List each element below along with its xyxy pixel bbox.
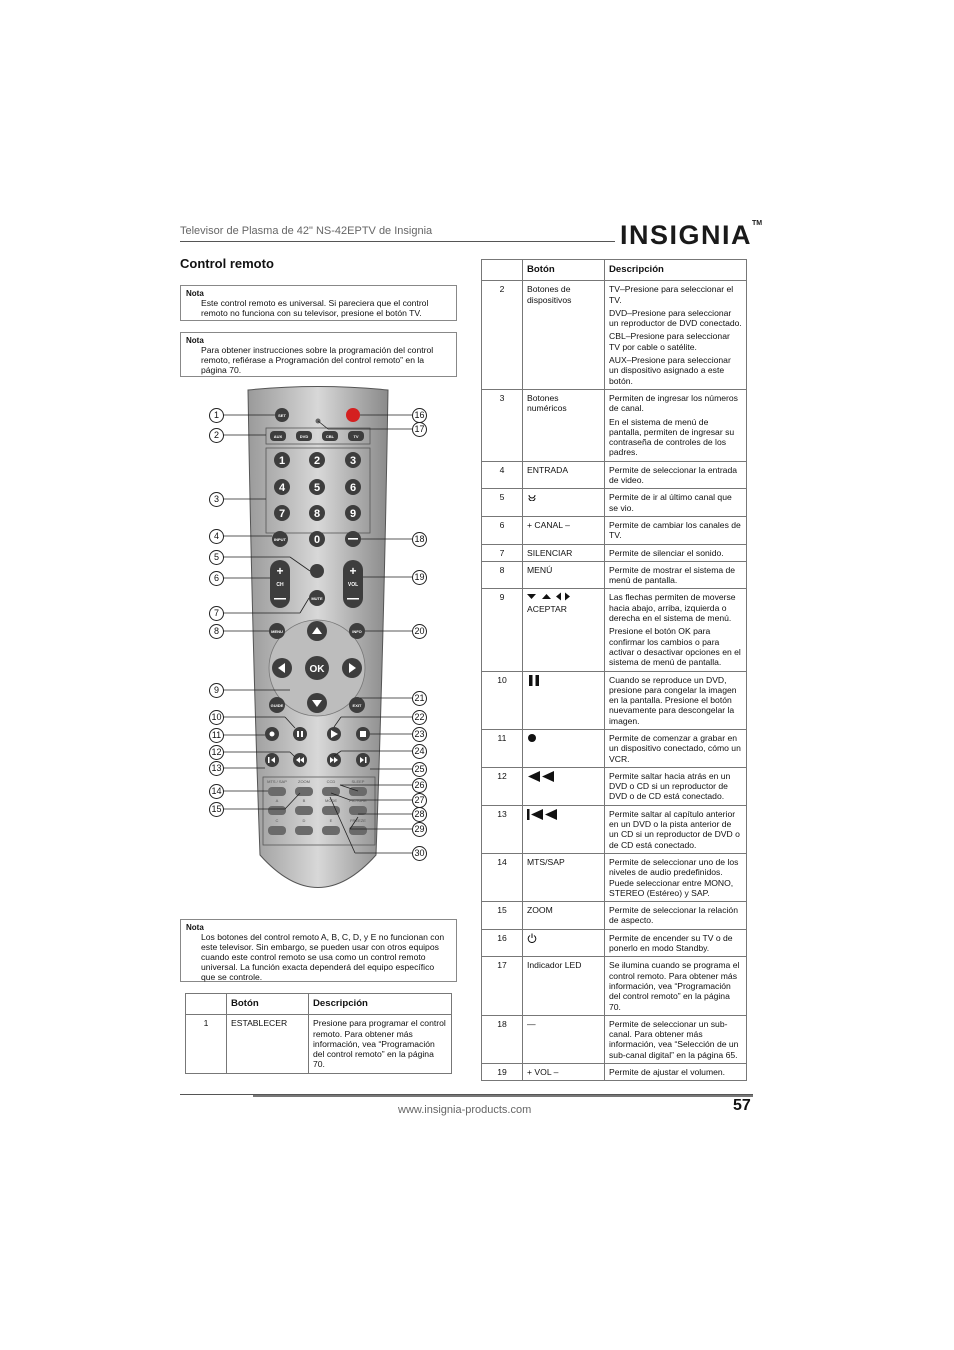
pause-icon (527, 675, 541, 686)
svg-text:CCD: CCD (326, 779, 336, 784)
svg-text:SLEEP: SLEEP (351, 779, 365, 784)
return-button-shape (310, 564, 324, 578)
table-row: 7 SILENCIAR Permite de silenciar el sonido. (482, 544, 747, 561)
tv-label: TV (353, 434, 359, 439)
callout-4: 4 (209, 529, 224, 544)
button-symbol (527, 733, 600, 745)
button-table-right (481, 259, 747, 1081)
callout-27: 27 (412, 793, 427, 808)
info-label: INFO (352, 629, 362, 634)
button-name: ZOOM (527, 905, 553, 916)
svg-text:6: 6 (349, 482, 357, 494)
description-text: Permite de silenciar el sonido. (609, 547, 724, 558)
description-text: Se ilumina cuando se programa el control remoto. Para obtener más información, vea “Programación del control remoto” en la página 70. (609, 960, 740, 1012)
callout-6: 6 (209, 571, 224, 586)
table-row: 2 Botones de dispositivos TV–Presione para seleccionar el TV. DVD–Presione para seleccionar un reproductor de DVD conectado. CBL–Presione para seleccionar TV por cable o satélite. AUX–Presione para seleccionar un dispositivo asignado a este botón. (482, 281, 747, 390)
vol-label: VOL (347, 582, 359, 588)
description-text: Permite saltar al capítulo anterior en un DVD o la pista anterior de un CD si un reproductor de DVD o de CD está conectado. (609, 808, 740, 850)
callout-30: 30 (412, 846, 427, 861)
svg-text:E: E (329, 818, 333, 823)
section-title: Control remoto (180, 256, 274, 271)
note-box-2 (180, 332, 457, 377)
col-header-description: Descripción (309, 994, 452, 1015)
callout-19: 19 (412, 570, 427, 585)
note-label: Nota (186, 289, 204, 298)
insignia-logo: INSIGNIA™ (620, 220, 763, 250)
callout-13: 13 (209, 761, 224, 776)
note-text: Este control remoto es universal. Si pareciera que el control remoto no funciona con su televisor, presione el botón TV. (201, 298, 429, 318)
svg-text:D: D (302, 818, 306, 823)
callout-12: 12 (209, 745, 224, 760)
button-name: Indicador LED (527, 960, 582, 971)
button-symbol (527, 492, 600, 503)
button-symbol (527, 809, 600, 822)
callout-7: 7 (209, 606, 224, 621)
svg-text:8: 8 (313, 508, 321, 520)
table-row: 16 Permite de encender su TV o de ponerlo en modo Standby. (482, 929, 747, 957)
return-icon (527, 492, 537, 501)
col-header-button: Botón (523, 260, 605, 281)
description-text: Permite de ir al último canal que se vio. (609, 492, 732, 513)
button-symbol (527, 771, 600, 784)
svg-text:MTS / SAP: MTS / SAP (267, 779, 287, 784)
description-text: Permite saltar hacia atrás en un DVD o CD si un reproductor de DVD o de CD está conectado. (609, 770, 731, 802)
description-text: TV–Presione para seleccionar el TV. (609, 284, 734, 305)
skip-back-icon (527, 809, 559, 820)
description-text: AUX–Presione para seleccionar un dispositivo asignado a este botón. (609, 355, 731, 386)
callout-23: 23 (412, 727, 427, 742)
table-row: 19 + VOL – Permite de ajustar el volumen. (482, 1064, 747, 1081)
description-text: Permiten de ingresar los números de canal. (609, 392, 738, 414)
callout-3: 3 (209, 492, 224, 507)
callout-25: 25 (412, 762, 427, 777)
description-text: CBL–Presione para seleccionar TV por cable o satélite. (609, 331, 730, 352)
aux-label: AUX (273, 434, 283, 439)
note-box-3 (180, 919, 457, 982)
callout-1: 1 (209, 408, 224, 423)
table-row: 13 Permite saltar al capítulo anterior en un DVD o la pista anterior de un CD si un reproductor de DVD o de CD está conectado. (482, 805, 747, 853)
col-header-description: Descripción (605, 260, 747, 281)
callout-26: 26 (412, 778, 427, 793)
callout-18: 18 (412, 532, 427, 547)
power-icon (527, 933, 537, 943)
col-header-num (186, 994, 227, 1015)
mute-label: MUTE (311, 596, 323, 601)
note-label: Nota (186, 923, 204, 932)
callout-15: 15 (209, 802, 224, 817)
power-button-shape (346, 408, 360, 422)
callout-5: 5 (209, 550, 224, 565)
callout-28: 28 (412, 807, 427, 822)
callout-10: 10 (209, 710, 224, 725)
note-text: Los botones del control remoto A, B, C, D, y E no funcionan con este televisor. Sin embargo, se pueden usar con otros equipos cuando este control remoto se usa como un control remoto universal. La función exacta dependerá del equipo específico que se controle. (201, 932, 445, 982)
description-text: Permite de comenzar a grabar en un dispositivo conectado, cómo un VCR. (609, 732, 741, 764)
button-name: Botones numéricos (527, 392, 567, 414)
table-row: 12 Permite saltar hacia atrás en un DVD o CD si un reproductor de DVD o de CD está conectado. (482, 767, 747, 805)
set-label: SET (278, 413, 286, 418)
table-row: 5 Permite de ir al último canal que se vio. (482, 489, 747, 517)
description-text: Presione el botón OK para confirmar los cambios o para activar o desactivar opciones en el sistema de menú de pantalla. (609, 626, 741, 668)
callout-8: 8 (209, 624, 224, 639)
callout-14: 14 (209, 784, 224, 799)
svg-text:1: 1 (278, 455, 286, 467)
menu-label: MENU (271, 629, 283, 634)
input-label: INPUT (274, 537, 286, 542)
note-box-1 (180, 285, 457, 321)
table-row: 9 ACEPTAR Las flechas permiten de moverse hacia abajo, arriba, izquierda o derecha en el sistema de menú. Presione el botón OK para confirmar los cambios o para activar o desactivar opciones en el sistema de menú de pantalla. (482, 589, 747, 671)
button-name: + CANAL – (527, 519, 570, 530)
callout-2: 2 (209, 428, 224, 443)
svg-text:ZOOM: ZOOM (298, 779, 310, 784)
arrow-keys-icon (527, 592, 575, 601)
col-header-num (482, 260, 523, 281)
callout-20: 20 (412, 624, 427, 639)
ch-label: CH (276, 582, 284, 588)
svg-text:9: 9 (349, 508, 357, 520)
callout-16: 16 (412, 408, 427, 423)
dvd-label: DVD (299, 434, 309, 439)
number-pad (274, 452, 361, 521)
svg-text:+: + (349, 564, 357, 578)
svg-text:5: 5 (313, 482, 321, 494)
table-row: 15 ZOOM Permite de seleccionar la relación de aspecto. (482, 902, 747, 930)
page-number: 57 (733, 1097, 751, 1114)
description-text: Permite de cambiar los canales de TV. (609, 519, 741, 541)
svg-text:PICTURE: PICTURE (349, 798, 367, 803)
footer-divider-bold (253, 1095, 753, 1097)
remote-control-illustration (200, 385, 440, 910)
description-text: DVD–Presione para seleccionar un reproductor de DVD conectado. (609, 307, 742, 329)
svg-text:C: C (275, 818, 279, 823)
callout-21: 21 (412, 691, 427, 706)
description-text: Cuando se reproduce un DVD, presione para congelar la imagen en la pantalla. Presione el botón nuevamente para descongelar la imagen. (609, 674, 737, 726)
callout-17: 17 (412, 422, 427, 437)
table-row: 4 ENTRADA Permite de seleccionar la entrada de video. (482, 461, 747, 489)
svg-text:FREEZE: FREEZE (350, 818, 366, 823)
button-name: SILENCIAR (527, 547, 573, 558)
button-symbol (527, 933, 600, 945)
button-name: MTS/SAP (527, 856, 565, 867)
description-text: En el sistema de menú de pantalla, permiten de ingresar su contraseña de controles de los padres. (609, 416, 735, 458)
button-name: + VOL – (527, 1067, 559, 1077)
note-text: Para obtener instrucciones sobre la programación del control remoto, refiérase a Programación del control remoto” en la página 70. (201, 345, 434, 375)
description-text: Permite de seleccionar la entrada de video. (609, 464, 738, 486)
callout-24: 24 (412, 744, 427, 759)
table-row: 3 Botones numéricos Permiten de ingresar los números de canal. En el sistema de menú de pantalla, permiten de ingresar su contraseña de controles de los padres. (482, 389, 747, 461)
button-name: ENTRADA (527, 464, 569, 475)
exit-label: EXIT (352, 703, 362, 708)
description-text: Permite de mostrar el sistema de menú de pantalla. (609, 564, 736, 586)
description-text: Permite de encender su TV o de ponerlo en modo Standby. (609, 932, 733, 954)
note-label: Nota (186, 336, 204, 345)
description-text: Permite de seleccionar uno de los niveles de audio predefinidos. Puede seleccionar entre MONO, STEREO (Estéreo) y SAP. (609, 856, 739, 898)
callout-29: 29 (412, 822, 427, 837)
button-symbol (527, 592, 600, 603)
button-name: Botones de dispositivos (527, 284, 572, 305)
guide-label: GUIDE (270, 703, 284, 708)
cbl-label: CBL (325, 434, 335, 439)
svg-text:2: 2 (313, 455, 321, 467)
ok-label: OK (309, 664, 325, 675)
svg-text:B: B (302, 798, 306, 803)
table-row: 17 Indicador LED Se ilumina cuando se programa el control remoto. Para obtener más información, vea “Programación del control remoto” en la página 70. (482, 957, 747, 1015)
svg-text:+: + (276, 564, 284, 578)
rewind-icon (527, 771, 555, 782)
button-table-left (185, 993, 452, 1074)
col-header-button: Botón (227, 994, 309, 1015)
description-text: Permite de seleccionar la relación de aspecto. (609, 905, 738, 926)
callout-22: 22 (412, 710, 427, 725)
description-text: Permite de ajustar el volumen. (609, 1067, 726, 1077)
description-text: Permite de seleccionar un sub-canal. Para obtener más información, vea “Selección de un sub-canal digital” en la página 65. (609, 1018, 739, 1060)
table-row: 11 Permite de comenzar a grabar en un dispositivo conectado, cómo un VCR. (482, 729, 747, 767)
button-name: MENÚ (527, 564, 553, 575)
svg-text:MODE: MODE (325, 798, 337, 803)
header-divider (180, 241, 615, 242)
svg-text:4: 4 (278, 482, 286, 494)
button-name: — (527, 1018, 536, 1029)
table-row: 6 + CANAL – Permite de cambiar los canales de TV. (482, 516, 747, 544)
footer-url: www.insignia-products.com (398, 1104, 532, 1116)
callout-11: 11 (209, 728, 224, 743)
table-row: 8 MENÚ Permite de mostrar el sistema de menú de pantalla. (482, 561, 747, 589)
record-icon (527, 733, 537, 743)
svg-text:7: 7 (278, 508, 286, 520)
callout-9: 9 (209, 683, 224, 698)
svg-text:A: A (275, 798, 279, 803)
description-text: Las flechas permiten de moverse hacia abajo, arriba, izquierda o derecha en el sistema de menú. (609, 592, 736, 624)
table-row: 10 Cuando se reproduce un DVD, presione para congelar la imagen en la pantalla. Presione el botón nuevamente para descongelar la imagen. (482, 671, 747, 729)
svg-text:3: 3 (349, 455, 357, 467)
table-row: 14 MTS/SAP Permite de seleccionar uno de los niveles de audio predefinidos. Puede seleccionar entre MONO, STEREO (Estéreo) y SAP. (482, 853, 747, 901)
table-row: 18 — Permite de seleccionar un sub-canal. Para obtener más información, vea “Selección de un sub-canal digital” en la página 65. (482, 1015, 747, 1063)
button-name: ACEPTAR (527, 603, 567, 614)
digit-zero: 0 (313, 534, 321, 546)
button-symbol (527, 675, 600, 688)
page-header-title: Televisor de Plasma de 42" NS-42EPTV de Insignia (180, 225, 433, 237)
table-row: 1 ESTABLECER Presione para programar el control remoto. Para obtener más información, vea “Programación del control remoto” en la página 70. (186, 1015, 452, 1073)
